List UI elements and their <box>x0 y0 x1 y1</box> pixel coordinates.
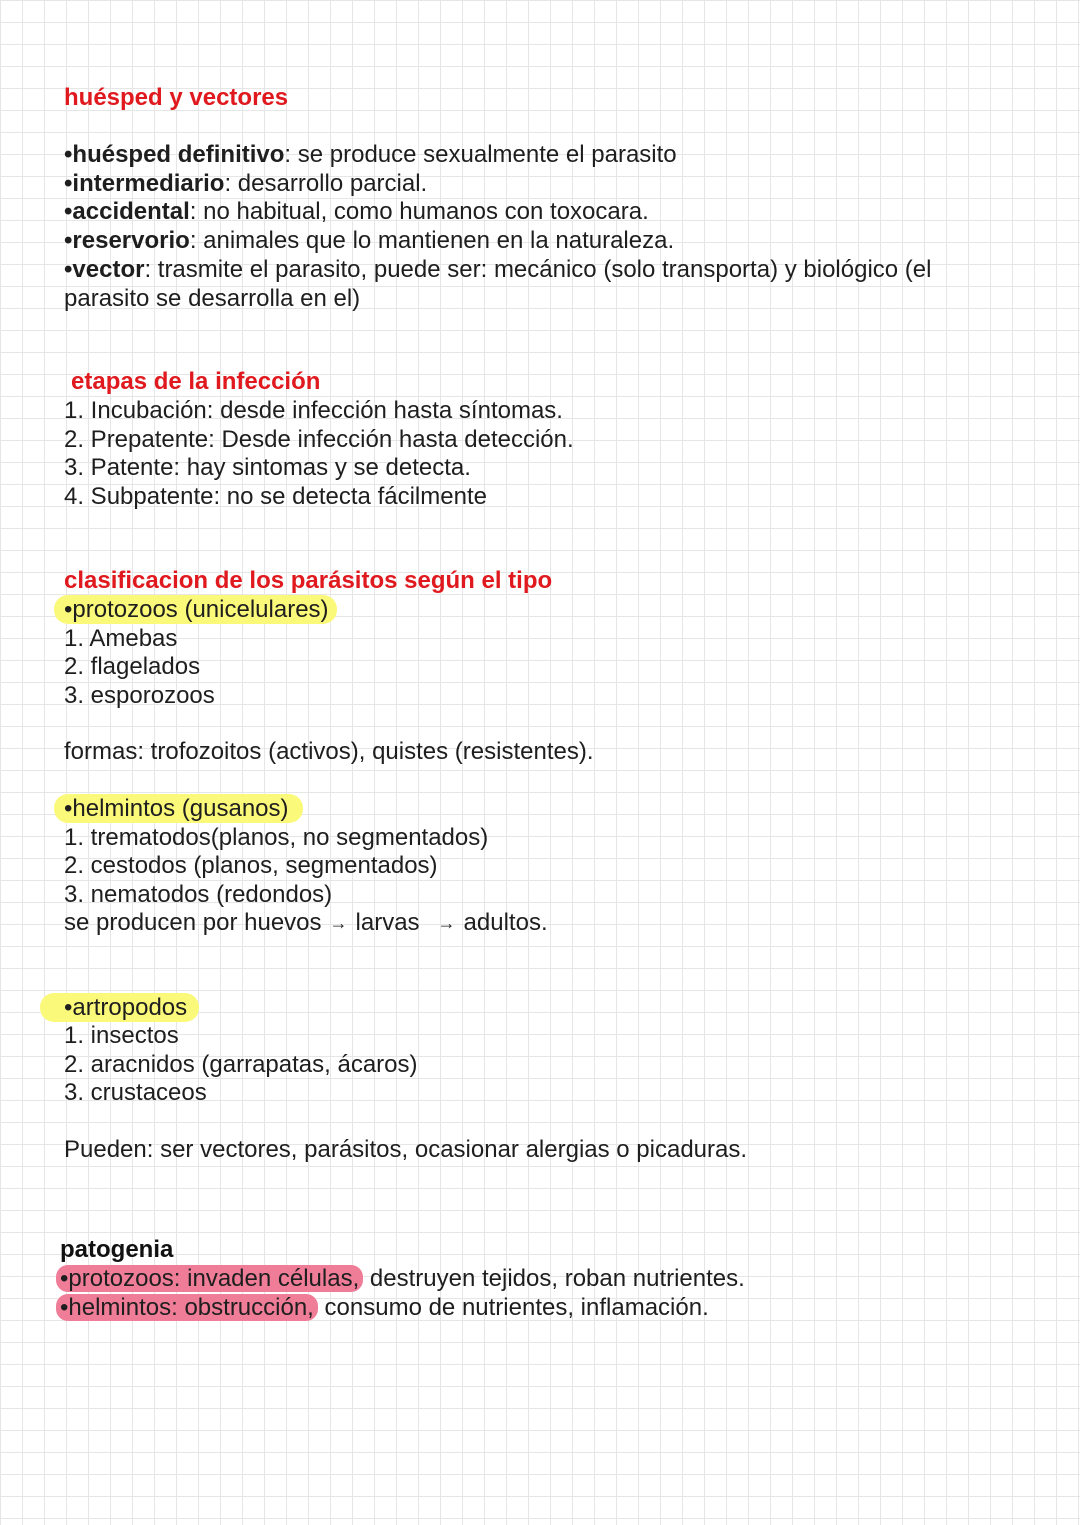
list-item: 1. trematodos(planos, no segmentados) <box>64 824 489 851</box>
list-item: 2. aracnidos (garrapatas, ácaros) <box>64 1051 418 1078</box>
life-cycle-text <box>64 908 548 938</box>
term-description: : desarrollo parcial. <box>224 170 428 197</box>
list-item: 2. flagelados <box>64 653 201 680</box>
list-item: 1. insectos <box>64 1022 179 1049</box>
list-item: 1. Amebas <box>64 625 178 652</box>
term-label: •intermediario <box>64 170 225 197</box>
list-item: 3. nematodos (redondos) <box>64 881 333 908</box>
term-description: : no habitual, como humanos con toxocara. <box>189 198 649 225</box>
highlighted-phrase: •protozoos: invaden células, <box>56 1265 363 1292</box>
list-item <box>60 1264 745 1293</box>
list-item: 2. cestodos (planos, segmentados) <box>64 852 438 879</box>
list-item: 2. Prepatente: Desde infección hasta detección. <box>64 426 574 453</box>
formas-text: formas: trofozoitos (activos), quistes (resistentes). <box>64 738 594 765</box>
list-item: 3. Patente: hay sintomas y se detecta. <box>64 454 471 481</box>
term-description: : se produce sexualmente el parasito <box>284 141 677 168</box>
list-item: 3. esporozoos <box>64 682 215 709</box>
term-label: •reservorio <box>64 227 190 254</box>
highlighted-title: •protozoos (unicelulares) <box>54 595 337 624</box>
subsection-helmintos <box>64 794 303 823</box>
list-item <box>64 169 427 198</box>
highlighted-title: •helmintos (gusanos) <box>54 794 303 823</box>
subsection-protozoos <box>64 595 337 624</box>
item-rest: consumo de nutrientes, inflamación. <box>317 1294 709 1321</box>
item-rest: destruyen tejidos, roban nutrientes. <box>363 1265 745 1292</box>
section-heading-clasificacion: clasificacion de los parásitos según el tipo <box>64 567 553 594</box>
subsection-artropodos <box>64 993 199 1022</box>
list-item: 4. Subpatente: no se detecta fácilmente <box>64 483 487 510</box>
term-description: : animales que lo mantienen en la naturaleza. <box>189 227 675 254</box>
cycle-mid: larvas <box>355 909 420 936</box>
term-label: •vector <box>64 256 145 283</box>
list-item <box>64 255 931 284</box>
highlighted-title: •artropodos <box>40 993 199 1022</box>
list-item: 1. Incubación: desde infección hasta síntomas. <box>64 397 563 424</box>
list-item-continuation: parasito se desarrolla en el) <box>64 285 361 312</box>
section-heading-huesped: huésped y vectores <box>64 84 289 111</box>
term-label: •accidental <box>64 198 190 225</box>
list-item <box>64 226 674 255</box>
arrow-right-icon: → <box>437 913 456 933</box>
list-item <box>64 140 677 169</box>
list-item <box>60 1293 709 1322</box>
term-description: : trasmite el parasito, puede ser: mecánico (solo transporta) y biológico (el <box>144 256 932 283</box>
list-item: 3. crustaceos <box>64 1079 207 1106</box>
cycle-end: adultos. <box>463 909 548 936</box>
section-heading-etapas: etapas de la infección <box>71 368 321 395</box>
artropodos-note: Pueden: ser vectores, parásitos, ocasionar alergias o picaduras. <box>64 1136 748 1163</box>
list-item <box>64 197 649 226</box>
highlighted-phrase: •helmintos: obstrucción, <box>56 1294 318 1321</box>
term-label: •huésped definitivo <box>64 141 285 168</box>
arrow-right-icon: → <box>329 913 348 933</box>
section-heading-patogenia: patogenia <box>60 1236 174 1263</box>
cycle-start: se producen por huevos <box>64 909 322 936</box>
